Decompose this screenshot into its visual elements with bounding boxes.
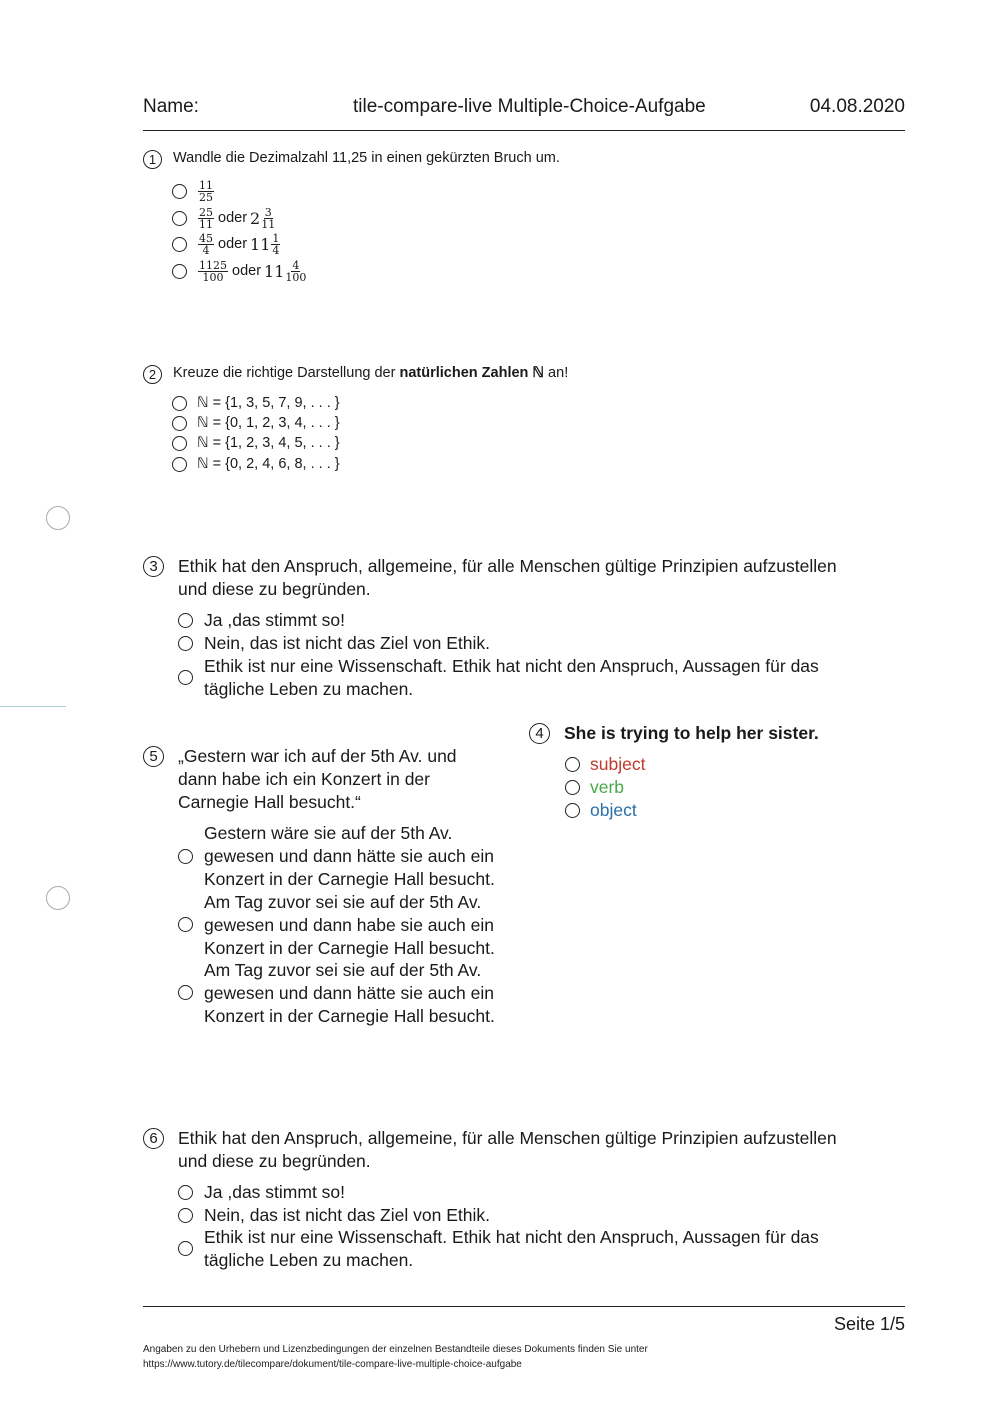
footer-divider	[143, 1306, 905, 1307]
question-4-text: She is trying to help her sister.	[564, 723, 819, 743]
question-number-1: 1	[143, 150, 162, 169]
radio-button[interactable]	[172, 211, 187, 226]
punch-hole-marker	[46, 506, 70, 530]
document-title: tile-compare-live Multiple-Choice-Aufgabe	[353, 96, 706, 117]
question-6-text	[178, 1127, 837, 1173]
name-label: Name:	[143, 96, 199, 117]
mixed-whole: 2	[250, 208, 261, 228]
option-line: gewesen und dann habe sie auch ein	[204, 915, 494, 935]
question-6-line: Ethik hat den Anspruch, allgemeine, für alle Menschen gültige Prinzipien aufzustellen	[178, 1128, 837, 1148]
radio-button[interactable]	[172, 416, 187, 431]
q6-option-b-radio[interactable]	[178, 1208, 193, 1223]
q1-option-c[interactable]	[172, 231, 281, 257]
fraction: $\frac{1}{4}$	[272, 231, 280, 257]
question-2-bold: natürlichen Zahlen ℕ	[399, 365, 545, 381]
q2-option-c[interactable]	[172, 435, 340, 451]
radio-button[interactable]	[172, 436, 187, 451]
q3-option-a-label: Ja ,das stimmt so!	[204, 610, 346, 630]
question-2-post: an!	[544, 365, 569, 381]
question-5-text	[178, 745, 457, 814]
q1-option-d[interactable]	[172, 258, 307, 284]
oder-text: oder	[232, 263, 262, 279]
option-label: ℕ = {0, 1, 2, 3, 4, . . . }	[197, 415, 340, 431]
fraction: $\frac{3}{11}$	[261, 205, 276, 231]
q6-option-a-radio[interactable]	[178, 1185, 193, 1200]
q3-option-a-radio[interactable]	[178, 613, 193, 628]
fold-mark	[0, 706, 66, 707]
q2-option-b[interactable]	[172, 415, 340, 431]
q4-option-object-radio[interactable]	[565, 803, 580, 818]
fraction: $\frac{11}{25}$	[199, 178, 213, 204]
q3-option-b-radio[interactable]	[178, 636, 193, 651]
license-url[interactable]: https://www.tutory.de/tilecompare/dokument/tile-compare-live-multiple-choice-aufgabe	[143, 1359, 522, 1370]
document-date: 04.08.2020	[809, 96, 905, 117]
mixed-whole: 11	[250, 234, 271, 254]
mixed-whole: 11	[264, 261, 285, 281]
radio-button[interactable]	[172, 237, 187, 252]
q6-option-c-radio[interactable]	[178, 1241, 193, 1256]
q2-option-d[interactable]	[172, 456, 340, 472]
option-line: tägliche Leben zu machen.	[204, 679, 414, 699]
option-line: Gestern wäre sie auf der 5th Av.	[204, 823, 453, 843]
q6-option-a-label: Ja ,das stimmt so!	[204, 1182, 346, 1202]
q4-option-verb-radio[interactable]	[565, 780, 580, 795]
q4-option-subject-radio[interactable]	[565, 757, 580, 772]
question-number-3: 3	[143, 556, 164, 577]
option-line: Am Tag zuvor sei sie auf der 5th Av.	[204, 892, 482, 912]
question-2-pre: Kreuze die richtige Darstellung der	[173, 365, 400, 381]
q3-option-c-label	[204, 655, 819, 701]
question-5-line: „Gestern war ich auf der 5th Av. und	[178, 746, 457, 766]
q6-option-b-label: Nein, das ist nicht das Ziel von Ethik.	[204, 1205, 490, 1225]
q5-option-c-radio[interactable]	[178, 985, 193, 1000]
q1-option-a[interactable]	[172, 178, 215, 204]
option-line: tägliche Leben zu machen.	[204, 1250, 414, 1270]
oder-text: oder	[218, 210, 248, 226]
option-line: Am Tag zuvor sei sie auf der 5th Av.	[204, 960, 482, 980]
question-3-line: Ethik hat den Anspruch, allgemeine, für alle Menschen gültige Prinzipien aufzustellen	[178, 556, 837, 576]
page-number: Seite 1/5	[833, 1314, 905, 1334]
question-number-4: 4	[529, 723, 550, 744]
q3-option-c-radio[interactable]	[178, 670, 193, 685]
option-line: gewesen und dann hätte sie auch ein	[204, 983, 494, 1003]
option-label: ℕ = {1, 2, 3, 4, 5, . . . }	[197, 435, 340, 451]
q4-option-object-label: object	[590, 800, 637, 820]
fraction: $\frac{4}{100}$	[285, 258, 307, 284]
q5-option-b-label	[204, 891, 495, 960]
option-line: Konzert in der Carnegie Hall besucht.	[204, 869, 495, 889]
option-line: Konzert in der Carnegie Hall besucht.	[204, 938, 495, 958]
q4-option-subject-label: subject	[590, 754, 646, 774]
option-line: Konzert in der Carnegie Hall besucht.	[204, 1006, 495, 1026]
fraction: $\frac{1125}{100}$	[199, 258, 227, 284]
radio-button[interactable]	[172, 457, 187, 472]
option-label: ℕ = {0, 2, 4, 6, 8, . . . }	[197, 456, 340, 472]
page-header	[143, 96, 905, 131]
option-label: ℕ = {1, 3, 5, 7, 9, . . . }	[197, 395, 340, 411]
question-3-text	[178, 555, 837, 601]
question-number-5: 5	[143, 746, 164, 767]
question-5-line: Carnegie Hall besucht.“	[178, 792, 361, 812]
fraction: $\frac{25}{11}$	[199, 205, 213, 231]
option-line: gewesen und dann hätte sie auch ein	[204, 846, 494, 866]
punch-hole-marker	[46, 886, 70, 910]
radio-button[interactable]	[172, 264, 187, 279]
question-2-text	[173, 365, 568, 381]
q5-option-a-label	[204, 822, 495, 891]
q4-option-verb-label: verb	[590, 777, 625, 797]
question-3-line: und diese zu begründen.	[178, 579, 371, 599]
oder-text: oder	[218, 236, 248, 252]
question-number-2: 2	[143, 365, 162, 384]
q5-option-b-radio[interactable]	[178, 917, 193, 932]
q6-option-c-label	[204, 1226, 819, 1272]
radio-button[interactable]	[172, 184, 187, 199]
question-number-6: 6	[143, 1128, 164, 1149]
q3-option-b-label: Nein, das ist nicht das Ziel von Ethik.	[204, 633, 490, 653]
fraction: $\frac{45}{4}$	[199, 231, 213, 257]
radio-button[interactable]	[172, 396, 187, 411]
license-note-line1: Angaben zu den Urhebern und Lizenzbedingungen der einzelnen Bestandteile dieses Dokuments finden Sie unter	[143, 1344, 648, 1355]
option-line: Ethik ist nur eine Wissenschaft. Ethik hat nicht den Anspruch, Aussagen für das	[204, 1227, 819, 1247]
q5-option-c-label	[204, 959, 495, 1028]
q5-option-a-radio[interactable]	[178, 849, 193, 864]
question-5-line: dann habe ich ein Konzert in der	[178, 769, 430, 789]
question-6-line: und diese zu begründen.	[178, 1151, 371, 1171]
option-line: Ethik ist nur eine Wissenschaft. Ethik hat nicht den Anspruch, Aussagen für das	[204, 656, 819, 676]
question-1-text: Wandle die Dezimalzahl 11,25 in einen gekürzten Bruch um.	[173, 150, 560, 166]
q1-option-b[interactable]	[172, 205, 276, 231]
q2-option-a[interactable]	[172, 395, 340, 411]
